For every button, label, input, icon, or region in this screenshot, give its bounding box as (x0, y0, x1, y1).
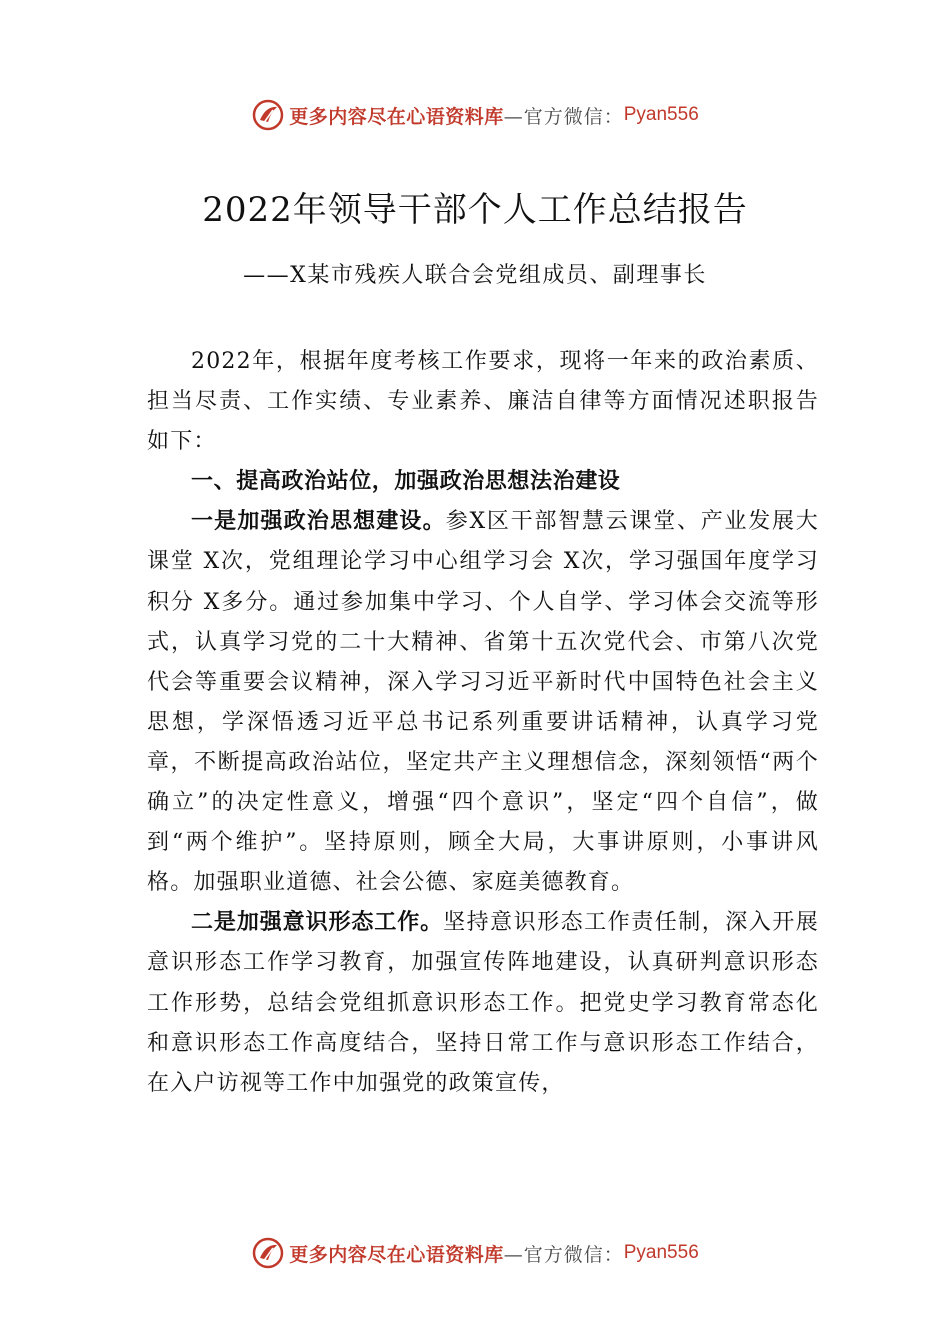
document-title: 2022年领导干部个人工作总结报告 (202, 190, 748, 230)
paragraph-1-lead: 一是加强政治思想建设。 (191, 509, 446, 535)
intro-paragraph: 2022年，根据年度考核工作要求，现将一年来的政治素质、担当尽责、工作实绩、专业素养、廉洁自律等方面情况述职报告如下： (147, 349, 819, 455)
logo-icon (251, 98, 285, 132)
header-banner[interactable] (0, 95, 950, 135)
paragraph-2 (147, 903, 819, 1103)
document-subtitle: ——X某市残疾人联合会党组成员、副理事长 (243, 263, 707, 288)
banner-wechat-id: Pyan556 (623, 1242, 699, 1263)
document-body (147, 342, 819, 1104)
footer-banner[interactable] (0, 1233, 950, 1273)
banner-main-text: 更多内容尽在心语资料库 (289, 105, 504, 128)
paragraph-1-text: 参X区干部智慧云课堂、产业发展大课堂 X次，党组理论学习中心组学习会 X次，学习强国年度学习积分 X多分。通过参加集中学习、个人自学、学习体会交流等形式，认真学习党的二十大精神、省第十五次党代会、市第八次党代会等重要会议精神，深入学习习近平新时代中国特色社会主义思想，学深悟透习近平总书记系列重要讲话精神，认真学习党章，不断提高政治站位，坚定共产主义理想信念，深刻领悟“两个确立”的决定性意义，增强“四个意识”，坚定“四个自信”，做到“两个维护”。坚持原则，顾全大局，大事讲原则，小事讲风格。加强职业道德、社会公德、家庭美德教育。 (147, 509, 819, 896)
paragraph-2-text: 坚持意识形态工作责任制，深入开展意识形态工作学习教育，加强宣传阵地建设，认真研判意识形态工作形势，总结会党组抓意识形态工作。把党史学习教育常态化和意识形态工作高度结合，坚持日常工作与意识形态工作结合，在入户访视等工作中加强党的政策宣传， (147, 910, 820, 1096)
paragraph-2-lead: 二是加强意识形态工作。 (191, 910, 444, 936)
banner-sub-text: —官方微信： (503, 105, 624, 128)
logo-icon (251, 1236, 285, 1270)
banner-sub-text: —官方微信： (503, 1243, 624, 1266)
banner-main-text: 更多内容尽在心语资料库 (289, 1243, 504, 1266)
paragraph-1 (147, 502, 819, 903)
section-heading: 一、提高政治站位，加强政治思想法治建设 (191, 469, 621, 495)
banner-wechat-id: Pyan556 (623, 104, 699, 125)
